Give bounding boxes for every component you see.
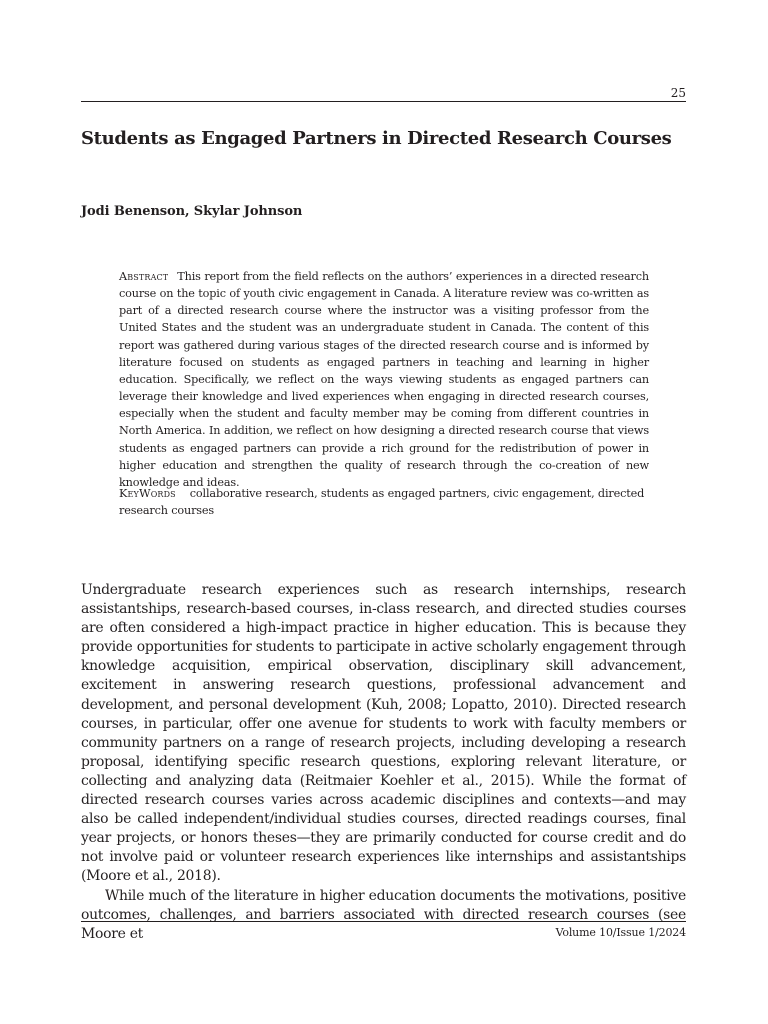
header-rule (81, 101, 686, 102)
page-number: 25 (670, 86, 686, 100)
keywords-text: collaborative research, students as engaged partners, civic engagement, directed research courses (119, 487, 645, 518)
keywords-label: KeyWords (119, 487, 176, 500)
article-title: Students as Engaged Partners in Directed Research Courses (81, 128, 672, 149)
body-paragraph-1: Undergraduate research experiences such as research internships, research assistantships, research-based courses, in-class research, and directed studies courses are often considered a high-impact practice in higher education. This is because they provide opportunities for students to participate in active scholarly engagement through knowledge acquisition, empirical observation, disciplinary skill advancement, excitement in answering research questions, professional advancement and development, and personal development (Kuh, 2008; Lopatto, 2010). Directed research courses, in particular, offer one avenue for students to work with faculty members or community partners on a range of research projects, including developing a research proposal, identifying specific research questions, exploring relevant literature, or collecting and analyzing data (Reitmaier Koehler et al., 2015). While the format of directed research courses varies across academic disciplines and contexts—and may also be called independent/individual studies courses, directed readings courses, final year projects, or honors theses—they are primarily conducted for course credit and do not involve paid or volunteer research experiences like internships and assistantships (Moore et al., 2018). (81, 582, 686, 885)
footer-rule (81, 921, 686, 922)
keywords-block (119, 485, 649, 519)
body-paragraph-2: While much of the literature in higher education documents the motivations, positive outcomes, challenges, and barriers associated with directed research courses (see Moore et (81, 887, 686, 942)
footer-issue: Volume 10/Issue 1/2024 (555, 926, 686, 939)
body-text (81, 581, 686, 944)
abstract-label: Abstract (119, 270, 169, 283)
abstract-text: This report from the field reflects on the authors’ experiences in a directed research course on the topic of youth civic engagement in Canada. A literature review was co-written as part of a directed research course where the instructor was a visiting professor from the United States and the student was an undergraduate student in Canada. The content of this report was gathered during various stages of the directed research course and is informed by literature focused on students as engaged partners in teaching and learning in higher education. Specifically, we reflect on the ways viewing students as engaged partners can leverage their knowledge and lived experiences when engaging in directed research courses, especially when the student and faculty member may be coming from different countries in North America. In addition, we reflect on how designing a directed research course that views students as engaged partners can provide a rich ground for the redistribution of power in higher education and strengthen the quality of research through the co-creation of new knowledge and ideas. (119, 270, 649, 489)
article-authors: Jodi Benenson, Skylar Johnson (81, 204, 303, 219)
abstract-block (119, 268, 649, 491)
